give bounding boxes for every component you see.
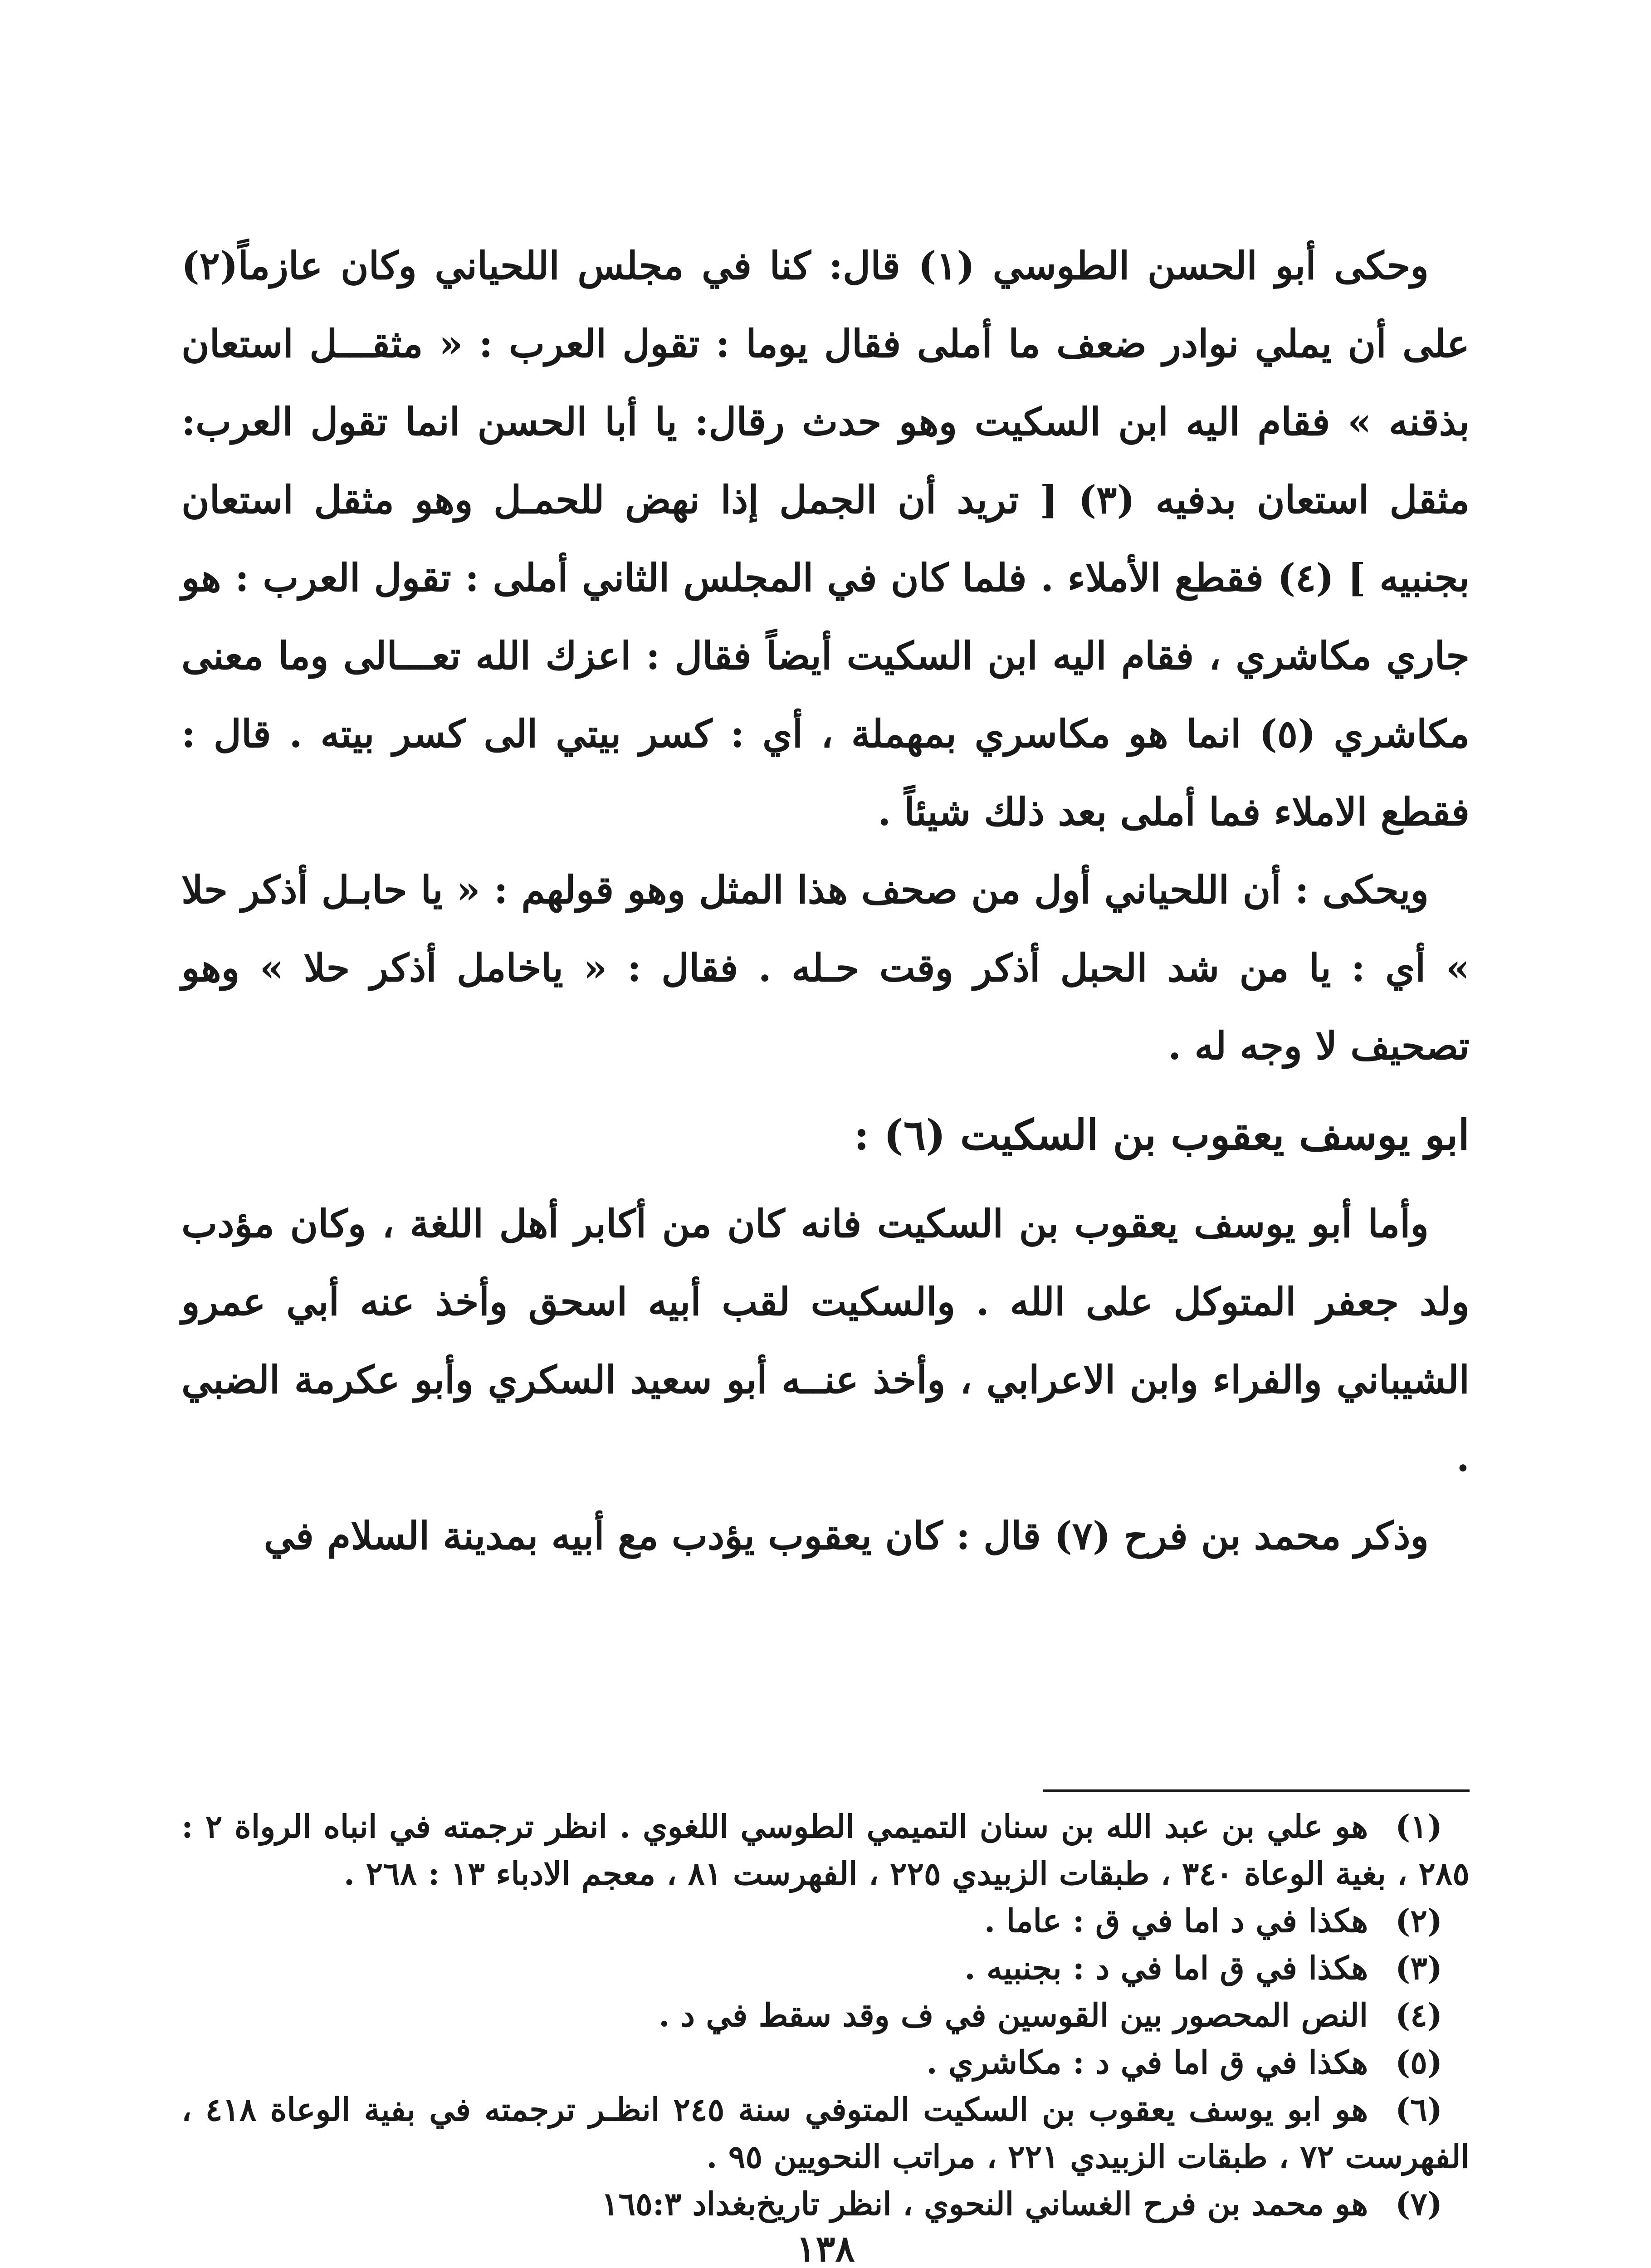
- book-page: [181, 227, 1470, 2268]
- footnote-number: (١): [1395, 1808, 1442, 1845]
- footnote-text: هو علي بن عبد الله بن سنان التميمي الطوسي اللغوي . انظر ترجمته في انباه الرواة ٢ : ٢٨٥ ، بغية الوعاة ٣٤٠ ، طبقات الزبيدي ٢٢٥ ، الفهرست ٨١ ، معجم الادباء ١٣ : ٢٦٨ .: [181, 1808, 1470, 1892]
- footnote: [181, 1992, 1470, 2039]
- footnote-number: (٦): [1395, 2091, 1442, 2128]
- paragraph-proverb-misreading: ويحكى : أن اللحياني أول من صحف هذا المثل وهو قولهم : « يا حابـل أذكر حلا » أي : يا من شد الحبل أذكر وقت حـله . فقال : « ياخامل أذكر حلا » وهو تصحيف لا وجه له .: [181, 867, 1470, 1068]
- footnote-text: هو محمد بن فرح الغساني النحوي ، انظر تاريخ‌بغداد ١٦٥:٣: [601, 2185, 1368, 2223]
- paragraph-ibn-sikkit-bio: وأما أبو يوسف يعقوب بن السكيت فانه كان من أكابر أهل اللغة ، وكان مؤدب ولد جعفر المتوكل على الله . والسكيت لقب أبيه اسحق وأخذ عنه أبي عمرو الشيباني والفراء وابن الاعرابي ، وأخذ عنــه أبو سعيد السكري وأبو عكرمة الضبي .: [181, 1201, 1470, 1480]
- footnote: [181, 2039, 1470, 2086]
- footnote-number: (٢): [1395, 1902, 1442, 1940]
- footnote-number: (٥): [1395, 2043, 1442, 2081]
- footnote-number: (٣): [1395, 1949, 1442, 1987]
- footnote-text: هو ابو يوسف يعقوب بن السكيت المتوفي سنة ٢٤٥ انظـر ترجمته في بفية الوعاة ٤١٨ ، الفهرست ٧٢ ، طبقات الزبيدي ٢٢١ ، مراتب النحويين ٩٥ .: [181, 2091, 1470, 2175]
- footnote-number: (٧): [1395, 2185, 1442, 2223]
- section-heading-ibn-sikkit: ابو يوسف يعقوب بن السكيت (٦) :: [854, 1110, 1470, 1159]
- footnote: [181, 1897, 1470, 1945]
- footnote: [181, 2180, 1470, 2228]
- footnote: [181, 1803, 1470, 1897]
- footnote-number: (٤): [1395, 1996, 1442, 2034]
- page-number: ١٣٨: [796, 2227, 855, 2268]
- footnote: [181, 1945, 1470, 1992]
- main-text: [181, 227, 1470, 1575]
- footnote-text: هكذا في ق اما في د : بجنبيه .: [964, 1949, 1368, 1987]
- footnote-text: هكذا في د اما في ق : عاما .: [984, 1902, 1368, 1940]
- paragraph-tusi-anecdote: وحكى أبو الحسن الطوسي (١) قال: كنا في مجلس اللحياني وكان عازماً(٢) على أن يملي نوادر ضعف ما أملى فقال يوما : تقول العرب : « مثقـــل استعان بذقنه » فقام اليه ابن السكيت وهو حدث رقال: يا أبا الحسن انما تقول العرب: مثقل استعان بدفيه (٣) [ تريد أن الجمل إذا نهض للحمـل وهو مثقل استعان بجنبيه ] (٤) فقطع الأملاء . فلما كان في المجلس الثاني أملى : تقول العرب : هو جاري مكاشري ، فقام اليه ابن السكيت أيضاً فقال : اعزك الله تعـــالى وما معنى مكاشري (٥) انما هو مكاسري بمهملة ، أي : كسر بيتي الى كسر بيته . قال : فقطع الاملاء فما أملى بعد ذلك شيئاً .: [181, 243, 1470, 834]
- footnote-divider: [1043, 1789, 1470, 1792]
- footnote-text: هكذا في ق اما في د : مكاشري .: [926, 2043, 1368, 2081]
- footnotes: [181, 1803, 1470, 2228]
- footnote-text: النص المحصور بين القوسين في ف وقد سقط في د .: [659, 1996, 1368, 2034]
- footnote: [181, 2086, 1470, 2180]
- paragraph-ibn-farah-report: وذكر محمد بن فرح (٧) قال : كان يعقوب يؤدب مع أبيه بمدينة السلام في: [264, 1513, 1429, 1558]
